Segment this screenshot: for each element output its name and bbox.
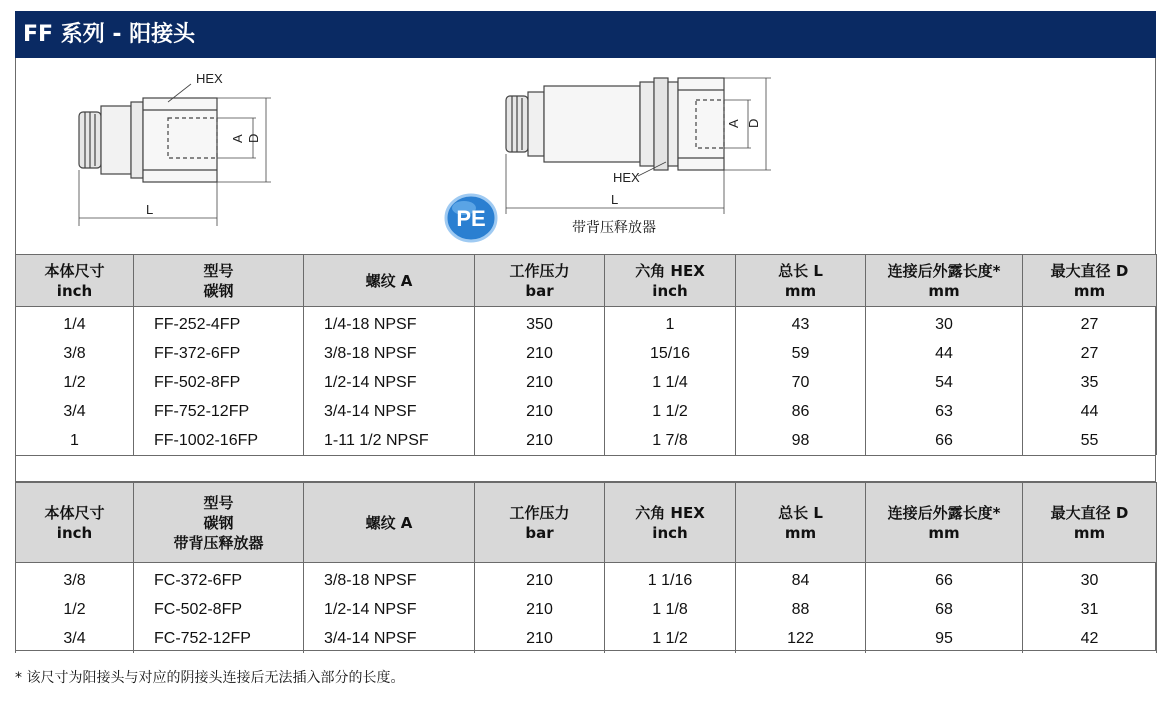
table-cell: 66 — [866, 426, 1023, 455]
table-cell: 1/2-14 NPSF — [304, 595, 475, 624]
column-header-line: 最大直径 D — [1050, 261, 1129, 280]
table-cell: 1 1/2 — [605, 624, 736, 653]
column-header — [1023, 255, 1157, 307]
table-cell: 1 — [16, 426, 134, 455]
column-header-line: 工作压力 — [509, 261, 570, 280]
table-row — [16, 368, 1157, 397]
table-cell: 1 1/8 — [605, 595, 736, 624]
column-header-line: inch — [652, 523, 688, 542]
table-cell: FC-502-8FP — [134, 595, 304, 624]
table-body — [16, 563, 1157, 654]
column-header — [16, 483, 134, 563]
column-header-line: 总长 L — [778, 503, 823, 522]
column-header — [16, 255, 134, 307]
column-header-line: inch — [56, 281, 93, 300]
table-cell: 210 — [475, 339, 605, 368]
coupling-drawing-right — [506, 78, 771, 214]
column-header-line: mm — [784, 281, 817, 300]
table-cell: 1/2 — [16, 595, 134, 624]
column-header-line: mm — [928, 523, 960, 542]
table-cell: 42 — [1023, 624, 1157, 653]
column-header-line: 型号 — [203, 261, 234, 280]
column-header — [134, 483, 304, 563]
hex-label-left: HEX — [196, 71, 223, 86]
table-cell: 210 — [475, 368, 605, 397]
a-label-left: A — [230, 134, 245, 143]
spec-table-fc — [15, 482, 1157, 653]
column-header-line: 连接后外露长度* — [887, 503, 1001, 522]
table-cell: 1 — [605, 307, 736, 340]
column-header-line: 六角 HEX — [635, 261, 705, 280]
table-cell: 88 — [736, 595, 866, 624]
table-cell: 210 — [475, 624, 605, 653]
column-header-line: 最大直径 D — [1050, 503, 1129, 522]
table-row — [16, 426, 1157, 455]
drawing-caption: 带背压释放器 — [572, 220, 656, 236]
table-cell: 27 — [1023, 307, 1157, 340]
table-cell: 44 — [866, 339, 1023, 368]
column-header-line: inch — [652, 281, 688, 300]
table-cell: FF-752-12FP — [134, 397, 304, 426]
a-label-right: A — [726, 119, 741, 128]
column-header — [866, 255, 1023, 307]
table-cell: 3/4 — [16, 397, 134, 426]
table-cell: 210 — [475, 563, 605, 596]
page-title: FF 系列 - 阳接头 — [15, 11, 1156, 58]
column-header-line: 螺纹 A — [365, 513, 413, 532]
column-header — [605, 483, 736, 563]
column-header — [605, 255, 736, 307]
column-header-line: mm — [928, 281, 960, 300]
table-cell: 1/2-14 NPSF — [304, 368, 475, 397]
table-cell: 55 — [1023, 426, 1157, 455]
column-header — [1023, 483, 1157, 563]
table-row — [16, 563, 1157, 596]
table-cell: FC-752-12FP — [134, 624, 304, 653]
table-cell: 63 — [866, 397, 1023, 426]
table-cell: 3/4-14 NPSF — [304, 397, 475, 426]
table-cell: 35 — [1023, 368, 1157, 397]
column-header — [134, 255, 304, 307]
table-cell: 3/4 — [16, 624, 134, 653]
table-row — [16, 307, 1157, 340]
d-label-right: D — [746, 118, 761, 128]
column-header-line: bar — [525, 523, 554, 542]
table-cell: FF-372-6FP — [134, 339, 304, 368]
table-cell: FF-252-4FP — [134, 307, 304, 340]
table-cell: 84 — [736, 563, 866, 596]
footnote: * 该尺寸为阳接头与对应的阴接头连接后无法插入部分的长度。 — [15, 670, 405, 686]
table-cell: 15/16 — [605, 339, 736, 368]
table-header-row — [16, 255, 1157, 307]
column-header-line: 六角 HEX — [635, 503, 705, 522]
table-body — [16, 307, 1157, 456]
table-cell: 30 — [866, 307, 1023, 340]
table-row — [16, 339, 1157, 368]
column-header-line: 带背压释放器 — [173, 533, 264, 552]
column-header-line: bar — [525, 281, 554, 300]
column-header-line: 本体尺寸 — [44, 261, 105, 280]
table-row — [16, 624, 1157, 653]
l-label-left: L — [146, 202, 154, 217]
table-cell: 1 1/2 — [605, 397, 736, 426]
table-cell: 86 — [736, 397, 866, 426]
table-cell: 3/4-14 NPSF — [304, 624, 475, 653]
table-cell: 98 — [736, 426, 866, 455]
table-cell: 44 — [1023, 397, 1157, 426]
column-header-line: 型号 — [203, 493, 234, 512]
column-header-line: 连接后外露长度* — [887, 261, 1001, 280]
column-header-line: mm — [784, 523, 817, 542]
table-cell: 210 — [475, 426, 605, 455]
column-header — [736, 483, 866, 563]
l-label-right: L — [611, 192, 619, 207]
table-cell: 350 — [475, 307, 605, 340]
table-cell: 66 — [866, 563, 1023, 596]
table-cell: FF-1002-16FP — [134, 426, 304, 455]
column-header — [304, 483, 475, 563]
table-cell: 210 — [475, 397, 605, 426]
column-header-line: 碳钢 — [203, 281, 234, 300]
table-cell: 1 1/16 — [605, 563, 736, 596]
table-cell: 122 — [736, 624, 866, 653]
table-cell: 1 1/4 — [605, 368, 736, 397]
hex-label-right: HEX — [613, 170, 640, 185]
table-cell: 1-11 1/2 NPSF — [304, 426, 475, 455]
table-spacer — [15, 455, 1156, 482]
column-header — [304, 255, 475, 307]
column-header-line: mm — [1073, 281, 1106, 300]
table-cell: 95 — [866, 624, 1023, 653]
table-cell: 59 — [736, 339, 866, 368]
table-cell: 3/8-18 NPSF — [304, 339, 475, 368]
column-header-line: 工作压力 — [509, 503, 570, 522]
table-cell: FC-372-6FP — [134, 563, 304, 596]
table-cell: 3/8-18 NPSF — [304, 563, 475, 596]
table-header-row — [16, 483, 1157, 563]
column-header-line: 总长 L — [778, 261, 823, 280]
table-cell: 1 7/8 — [605, 426, 736, 455]
column-header-line: inch — [56, 523, 93, 542]
table-cell: 27 — [1023, 339, 1157, 368]
table-cell: 54 — [866, 368, 1023, 397]
table-cell: 43 — [736, 307, 866, 340]
pe-badge-icon — [446, 195, 496, 241]
column-header — [866, 483, 1023, 563]
coupling-drawing-left — [79, 84, 271, 226]
table-cell: 3/8 — [16, 563, 134, 596]
table-cell: 68 — [866, 595, 1023, 624]
table-row — [16, 397, 1157, 426]
pe-badge-text: PE — [456, 206, 486, 231]
column-header — [736, 255, 866, 307]
table-cell: 70 — [736, 368, 866, 397]
table-cell: 31 — [1023, 595, 1157, 624]
table-cell: 210 — [475, 595, 605, 624]
d-label-left: D — [246, 133, 261, 143]
table-row — [16, 595, 1157, 624]
column-header — [475, 255, 605, 307]
table-cell: 3/8 — [16, 339, 134, 368]
column-header-line: 碳钢 — [203, 513, 234, 532]
table-cell: 1/4-18 NPSF — [304, 307, 475, 340]
column-header-line: 螺纹 A — [365, 271, 413, 290]
table-cell: 1/2 — [16, 368, 134, 397]
table-cell: 1/4 — [16, 307, 134, 340]
table-cell: 30 — [1023, 563, 1157, 596]
column-header — [475, 483, 605, 563]
column-header-line: mm — [1073, 523, 1106, 542]
column-header-line: 本体尺寸 — [44, 503, 105, 522]
spec-table-ff — [15, 254, 1157, 455]
table-cell: FF-502-8FP — [134, 368, 304, 397]
